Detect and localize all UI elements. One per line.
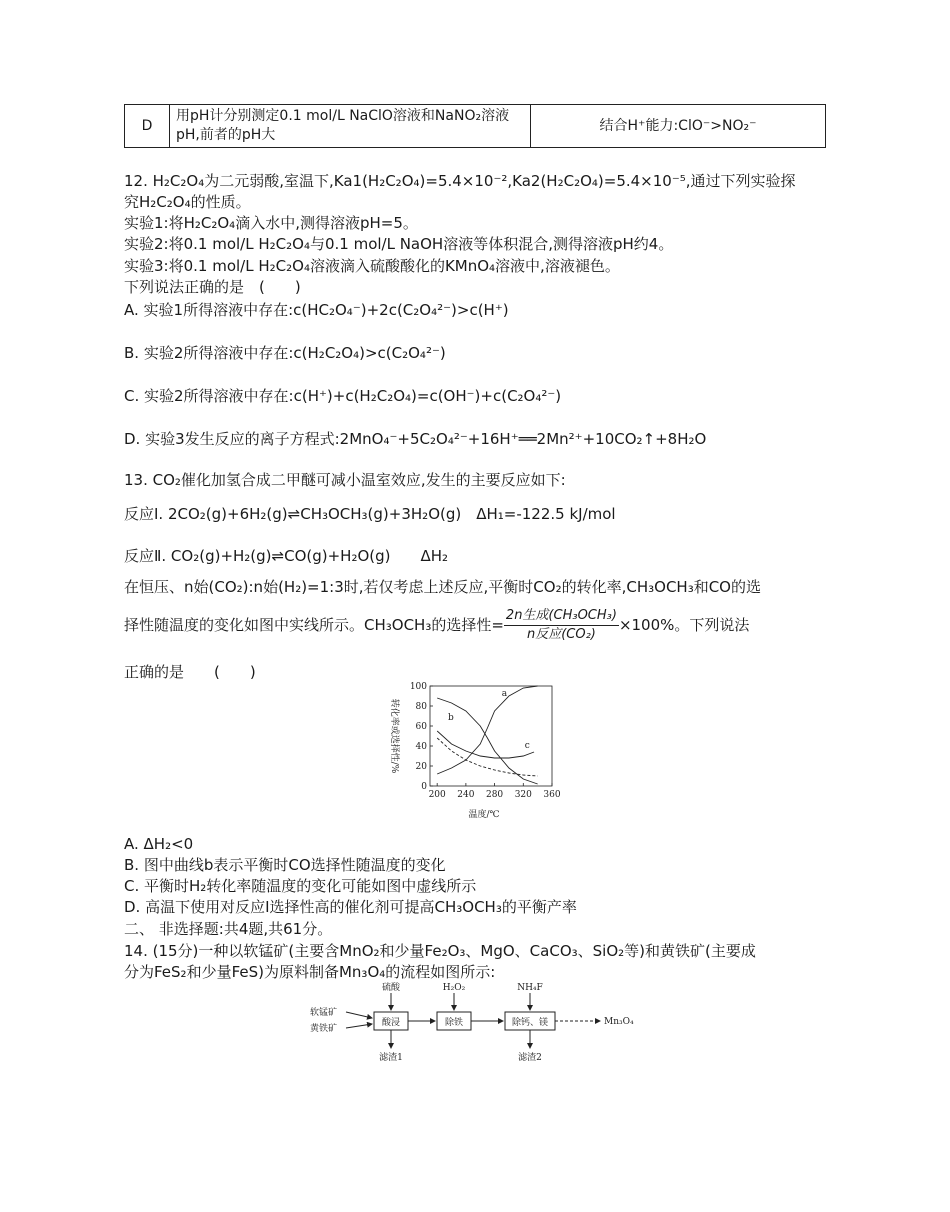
- input-pyrite: 黄铁矿: [310, 1024, 338, 1034]
- y-tick-label: 100: [409, 682, 427, 692]
- fraction-denominator: n反应(CO₂): [526, 627, 596, 642]
- y-axis-label: 转化率或选择性/%: [389, 698, 399, 774]
- answer-table-row-d: [124, 104, 826, 148]
- series-label-a: a: [501, 689, 508, 699]
- row-experiment-line2: pH,前者的pH大: [176, 127, 276, 143]
- x-tick-label: 320: [514, 790, 532, 800]
- row-label: D: [125, 105, 170, 148]
- reagent-sulfuric-acid: 硫酸: [381, 983, 401, 993]
- q12-exp1: 实验1:将H₂C₂O₄滴入水中,测得溶液pH=5。: [124, 214, 418, 232]
- residue-1: 滤渣1: [379, 1053, 403, 1063]
- q13-option-b: B. 图中曲线b表示平衡时CO选择性随温度的变化: [124, 856, 446, 874]
- q12-stem-line1: 12. H₂C₂O₄为二元弱酸,室温下,Ka1(H₂C₂O₄)=5.4×10⁻²,Ka2(H₂C₂O₄)=5.4×10⁻⁵,通过下列实验探: [124, 172, 796, 190]
- plot-frame: [430, 686, 552, 786]
- reagent-h2o2: H₂O₂: [442, 983, 466, 993]
- q13-option-d: D. 高温下使用对反应Ⅰ选择性高的催化剂可提高CH₃OCH₃的平衡产率: [124, 898, 577, 916]
- step-ca-mg-removal: 除钙、镁: [511, 1018, 549, 1028]
- q12-exp3: 实验3:将0.1 mol/L H₂C₂O₄溶液滴入硫酸酸化的KMnO₄溶液中,溶液褪色。: [124, 257, 620, 275]
- row-conclusion: 结合H⁺能力:ClO⁻>NO₂⁻: [531, 105, 826, 148]
- q13-condition: 在恒压、n始(CO₂):n始(H₂)=1:3时,若仅考虑上述反应,平衡时CO₂的转化率,CH₃OCH₃和CO的选: [124, 578, 761, 596]
- q12-option-b: B. 实验2所得溶液中存在:c(H₂C₂O₄)>c(C₂O₄²⁻): [124, 344, 446, 362]
- process-flow-diagram: [308, 980, 648, 1070]
- q14-stem-line2: 分为FeS₂和少量FeS)为原料制备Mn₃O₄的流程如图所示:: [124, 963, 496, 981]
- q13-stem: 13. CO₂催化加氢合成二甲醚可减小温室效应,发生的主要反应如下:: [124, 471, 566, 489]
- y-tick-label: 80: [415, 702, 427, 712]
- chart-axes: [410, 682, 561, 800]
- section-heading: 二、 非选择题:共4题,共61分。: [124, 920, 333, 938]
- q14-stem-line1: 14. (15分)一种以软锰矿(主要含MnO₂和少量Fe₂O₃、MgO、CaCO₃、SiO₂等)和黄铁矿(主要成: [124, 942, 756, 960]
- row-experiment: [170, 105, 531, 148]
- q12-option-c: C. 实验2所得溶液中存在:c(H⁺)+c(H₂C₂O₄)=c(OH⁻)+c(C₂O₄²⁻): [124, 387, 562, 405]
- selectivity-fraction: [504, 607, 619, 644]
- series-label-c: c: [524, 741, 530, 751]
- series-line-b: [437, 698, 537, 784]
- q12-option-d: D. 实验3发生反应的离子方程式:2MnO₄⁻+5C₂O₄²⁻+16H⁺══2Mn²⁺+10CO₂↑+8H₂O: [124, 430, 707, 448]
- x-axis-label: 温度/℃: [468, 810, 500, 820]
- y-tick-label: 60: [415, 722, 427, 732]
- x-tick-label: 280: [485, 790, 504, 800]
- y-tick-label: 20: [415, 762, 427, 772]
- q12-option-a: A. 实验1所得溶液中存在:c(HC₂O₄⁻)+2c(C₂O₄²⁻)>c(H⁺): [124, 301, 509, 319]
- y-tick-label: 40: [415, 742, 427, 752]
- q13-reaction1: 反应Ⅰ. 2CO₂(g)+6H₂(g)⇌CH₃OCH₃(g)+3H₂O(g) ΔH₁=-122.5 kJ/mol: [124, 505, 616, 523]
- step-acid-leach: 酸浸: [381, 1018, 401, 1028]
- x-tick-label: 360: [543, 790, 561, 800]
- series-line-a: [437, 686, 537, 774]
- reagent-nh4f: NH₄F: [517, 983, 543, 993]
- input-pyrolusite: 软锰矿: [310, 1008, 338, 1018]
- series-label-b: b: [447, 713, 454, 723]
- residue-2: 滤渣2: [518, 1053, 542, 1063]
- step-iron-removal: 除铁: [444, 1018, 464, 1028]
- q13-option-c: C. 平衡时H₂转化率随温度的变化可能如图中虚线所示: [124, 877, 477, 895]
- x-tick-label: 240: [457, 790, 475, 800]
- q13-selectivity-suffix: ×100%。下列说法: [618, 616, 750, 634]
- fraction-numerator: 2n生成(CH₃OCH₃): [504, 607, 619, 626]
- q13-selectivity-prefix: 择性随温度的变化如图中实线所示。CH₃OCH₃的选择性=: [124, 616, 504, 634]
- q13-selectivity-line: [124, 602, 749, 648]
- y-tick-label: 0: [421, 782, 427, 792]
- q13-option-a: A. ΔH₂<0: [124, 835, 194, 853]
- q12-stem-line2: 究H₂C₂O₄的性质。: [124, 193, 251, 211]
- q12-prompt: 下列说法正确的是 ( ): [124, 278, 301, 296]
- q13-reaction2: 反应Ⅱ. CO₂(g)+H₂(g)⇌CO(g)+H₂O(g) ΔH₂: [124, 547, 449, 565]
- conversion-selectivity-chart: [380, 678, 570, 820]
- chart-series: [437, 686, 537, 784]
- row-experiment-line1: 用pH计分别测定0.1 mol/L NaClO溶液和NaNO₂溶液: [176, 108, 510, 124]
- q12-exp2: 实验2:将0.1 mol/L H₂C₂O₄与0.1 mol/L NaOH溶液等体积混合,测得溶液pH约4。: [124, 235, 674, 253]
- product-mn3o4: Mn₃O₄: [604, 1017, 634, 1027]
- q13-prompt: 正确的是 ( ): [124, 663, 256, 681]
- x-tick-label: 200: [428, 790, 446, 800]
